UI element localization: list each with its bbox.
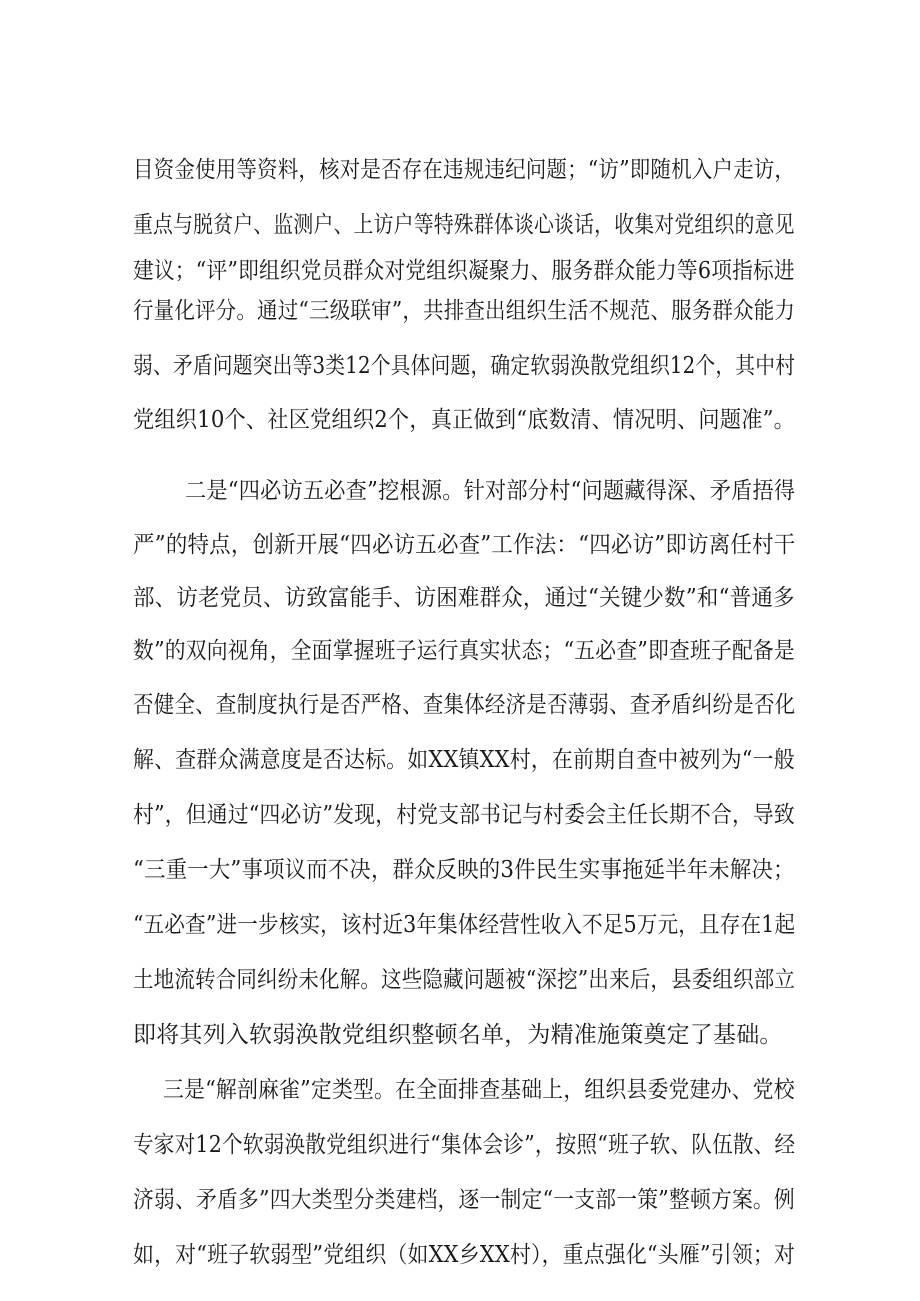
text-line: 专家对12个软弱涣散党组织进行“集体会诊”，按照“班子软、队伍散、经: [133, 1132, 796, 1158]
text-line: 土地流转合同纠纷未化解。这些隐藏问题被“深挖”出来后，县委组织部立: [133, 967, 796, 993]
text-line: “五必查”进一步核实，该村近3年集体经营性收入不足5万元，且存在1起: [133, 912, 796, 938]
text-line: 济弱、矛盾多”四大类型分类建档，逐一制定“一支部一策”整顿方案。例: [133, 1187, 795, 1213]
text-line: 即将其列入软弱涣散党组织整顿名单，为精准施策奠定了基础。: [133, 1022, 783, 1048]
text-line: 目资金使用等资料，核对是否存在违规违纪问题；“访”即随机入户走访，: [133, 157, 796, 183]
text-line: 三是“解剖麻雀”定类型。在全面排查基础上，组织县委党建办、党校: [163, 1077, 795, 1103]
text-line: 如，对“班子软弱型”党组织（如XX乡XX村），重点强化“头雁”引领；对: [133, 1242, 796, 1268]
text-line: 党组织10个、社区党组织2个，真正做到“底数清、情况明、问题准”。: [133, 407, 796, 433]
text-line: 数”的双向视角，全面掌握班子运行真实状态；“五必查”即查班子配备是: [133, 638, 795, 664]
text-line: 部、访老党员、访致富能手、访困难群众，通过“关键少数”和“普通多: [133, 585, 795, 611]
text-line: 二是“四必访五必查”挖根源。针对部分村“问题藏得深、矛盾捂得: [185, 478, 796, 504]
text-line: 行量化评分。通过“三级联审”，共排查出组织生活不规范、服务群众能力: [133, 298, 796, 324]
text-line: 严”的特点，创新开展“四必访五必查”工作法：“四必访”即访离任村干: [133, 532, 796, 558]
text-line: 解、查群众满意度是否达标。如XX镇XX村，在前期自查中被列为“一般: [133, 747, 795, 773]
text-line: 弱、矛盾问题突出等3类12个具体问题，确定软弱涣散党组织12个，其中村: [133, 353, 796, 379]
text-line: 建议；“评”即组织党员群众对党组织凝聚力、服务群众能力等6项指标进: [133, 258, 795, 284]
text-line: 否健全、查制度执行是否严格、查集体经济是否薄弱、查矛盾纠纷是否化: [133, 692, 796, 718]
text-line: 重点与脱贫户、监测户、上访户等特殊群体谈心谈话，收集对党组织的意见: [133, 212, 795, 238]
text-line: 村”，但通过“四必访”发现，村党支部书记与村委会主任长期不合，导致: [133, 802, 795, 828]
text-line: “三重一大”事项议而不决，群众反映的3件民生实事拖延半年未解决；: [133, 857, 795, 883]
